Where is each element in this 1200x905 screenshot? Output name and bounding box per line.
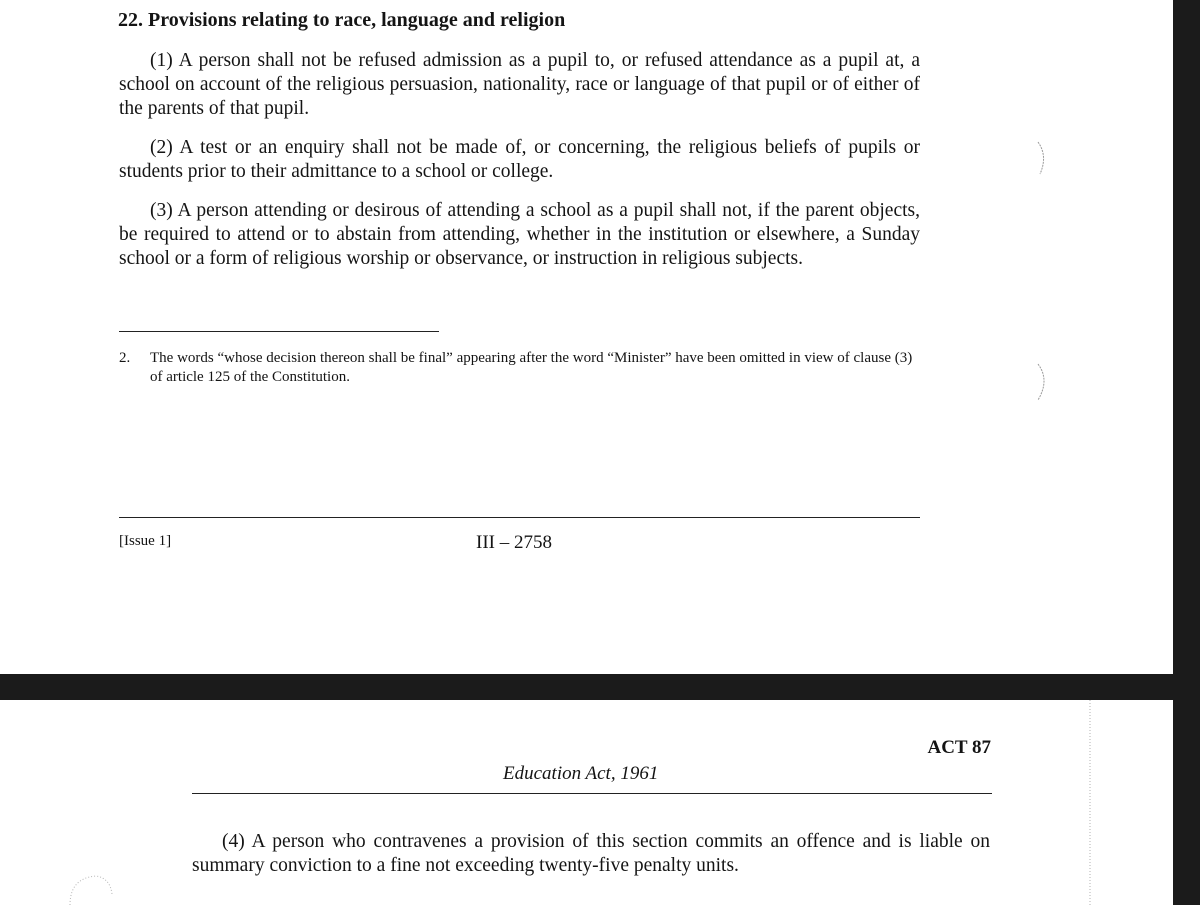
page-number: III – 2758 <box>476 532 552 553</box>
footnote <box>119 349 919 387</box>
subsection-3-text: (3) A person attending or desirous of attending a school as a pupil shall not, if the parent objects, be required to attend or to abstain from attending, whether in the institution or elsewhere, a Sunday school or a form of religious worship or observance, or instruction in religious subjects. <box>119 200 920 269</box>
subsection-3 <box>119 199 920 271</box>
footnote-divider <box>119 331 439 332</box>
margin-bracket-icon <box>1030 360 1054 404</box>
subsection-2-text: (2) A test or an enquiry shall not be made of, or concerning, the religious beliefs of pupils or students prior to their admittance to a school or college. <box>119 137 920 182</box>
section-heading: 22. Provisions relating to race, language and religion <box>118 9 566 31</box>
subsection-2 <box>119 136 920 184</box>
margin-line-icon <box>1085 700 1095 905</box>
act-number: ACT 87 <box>927 737 991 758</box>
margin-curve-icon <box>66 872 116 905</box>
footnote-text: The words “whose decision thereon shall be final” appearing after the word “Minister” have been omitted in view of clause (3) of article 125 of the Constitution. <box>150 350 913 385</box>
subsection-1-text: (1) A person shall not be refused admission as a pupil to, or refused attendance as a pupil at, a school on account of the religious persuasion, nationality, race or language of that pupil or of either of the parents of that pupil. <box>119 50 920 119</box>
subsection-4-text: (4) A person who contravenes a provision of this section commits an offence and is liable on summary conviction to a fine not exceeding twenty-five penalty units. <box>192 831 990 876</box>
footnote-number: 2. <box>119 350 131 366</box>
footer-divider <box>119 517 920 518</box>
subsection-1 <box>119 49 920 121</box>
margin-bracket-icon <box>1030 138 1054 178</box>
subsection-4 <box>192 830 990 878</box>
header-divider <box>192 793 992 794</box>
issue-label: [Issue 1] <box>119 533 172 549</box>
document-page-lower <box>0 700 1173 905</box>
act-title: Education Act, 1961 <box>503 763 659 784</box>
